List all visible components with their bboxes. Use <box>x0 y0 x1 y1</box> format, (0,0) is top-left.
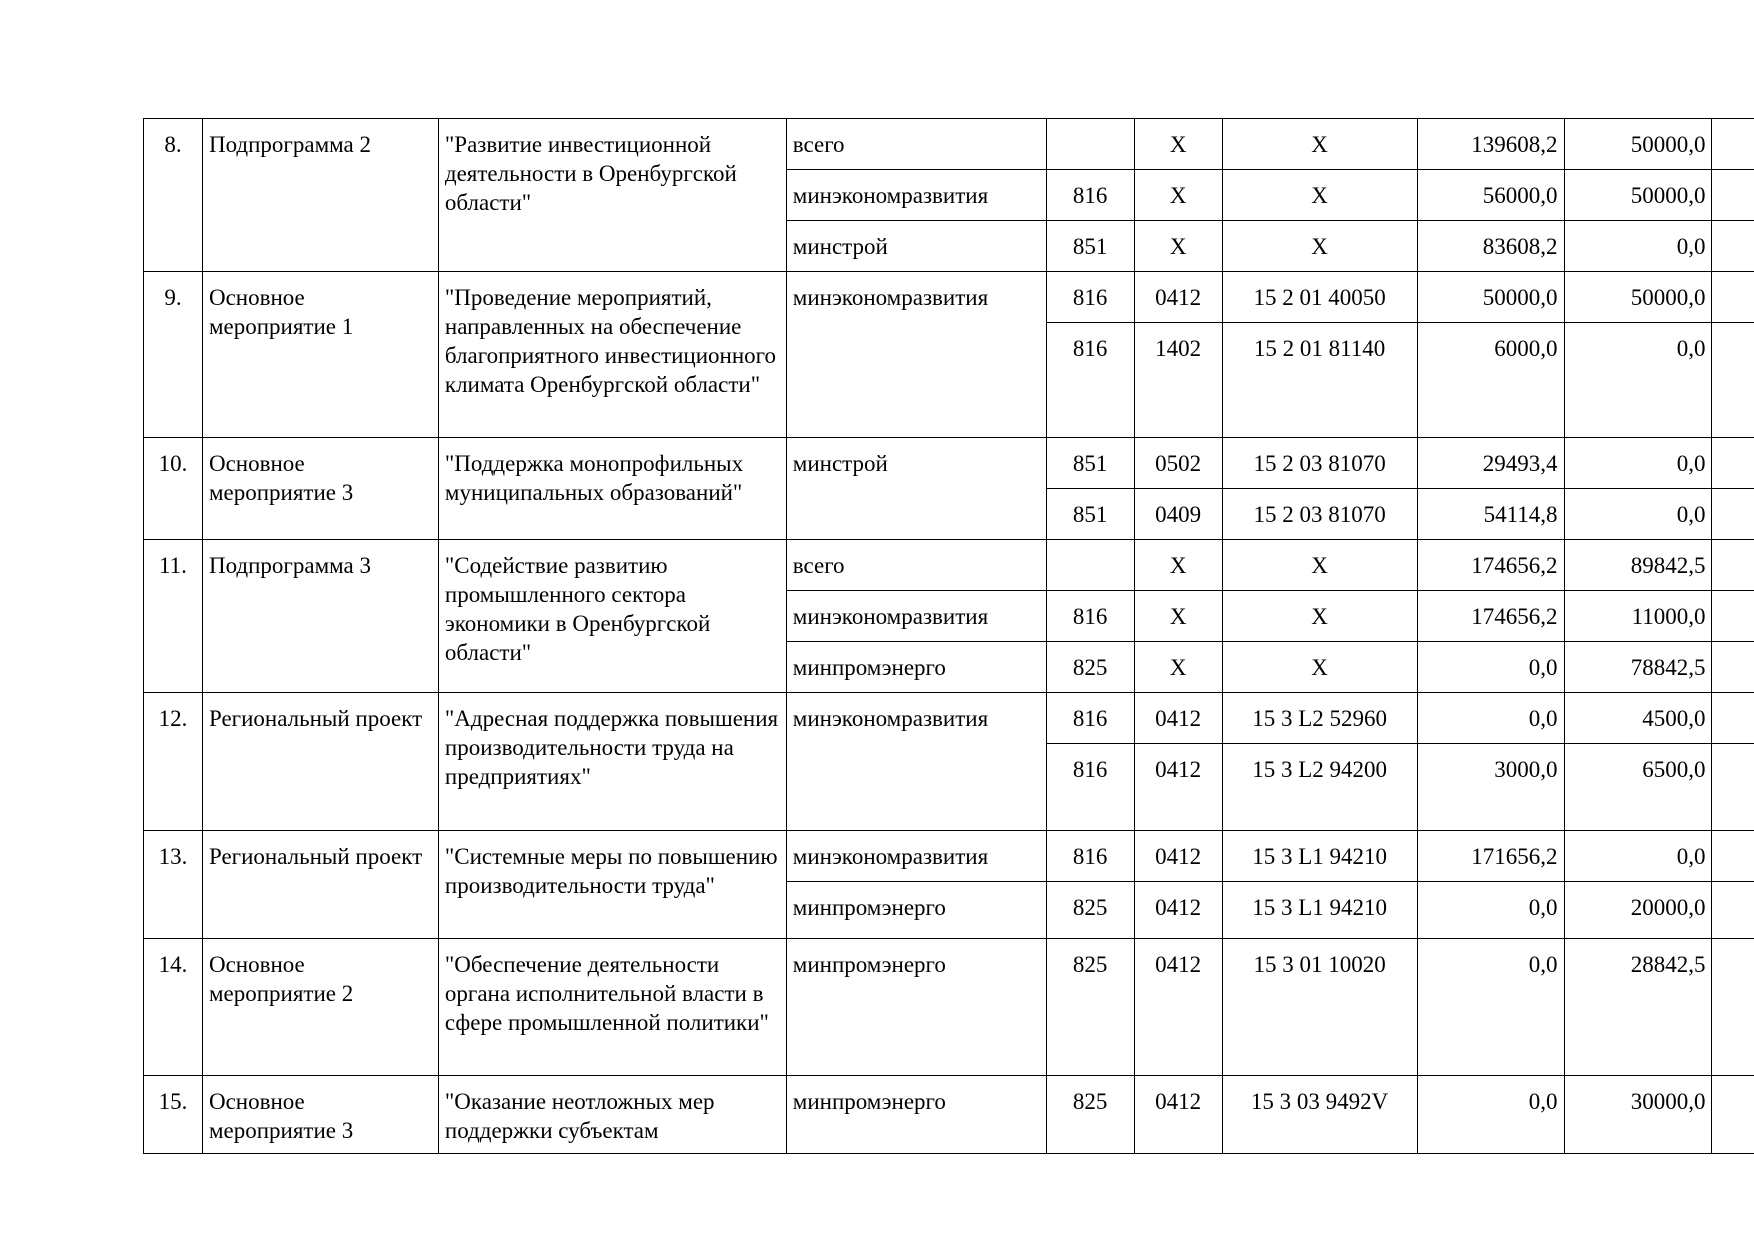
target-article-code: 15 3 01 10020 <box>1222 939 1417 1076</box>
amount-year-1: 0,0 <box>1417 693 1564 744</box>
table-row <box>144 272 1754 323</box>
amount-year-2: 89842,5 <box>1564 540 1712 591</box>
target-article-code: 15 3 L2 52960 <box>1222 693 1417 744</box>
row-number: 9. <box>144 272 203 438</box>
amount-year-2: 4500,0 <box>1564 693 1712 744</box>
row-kind: Региональный проект <box>202 693 438 831</box>
executor: минстрой <box>786 438 1046 540</box>
executor: минэкономразвития <box>786 693 1046 831</box>
grbs-code: 816 <box>1046 591 1134 642</box>
amount-year-2: 0,0 <box>1564 323 1712 438</box>
amount-year-1: 174656,2 <box>1417 591 1564 642</box>
row-title: "Развитие инвестиционной деятельности в Оренбургской области" <box>438 119 786 272</box>
section-code: X <box>1134 119 1222 170</box>
amount-year-1: 171656,2 <box>1417 831 1564 882</box>
row-kind: Основное мероприятие 1 <box>202 272 438 438</box>
section-code: 0502 <box>1134 438 1222 489</box>
grbs-code <box>1046 119 1134 170</box>
row-kind: Основное мероприятие 2 <box>202 939 438 1076</box>
row-number: 11. <box>144 540 203 693</box>
cut-off-column <box>1712 744 1754 831</box>
amount-year-2: 0,0 <box>1564 831 1712 882</box>
cut-off-column <box>1712 831 1754 882</box>
executor: минэкономразвития <box>786 272 1046 438</box>
section-code: X <box>1134 591 1222 642</box>
row-number: 12. <box>144 693 203 831</box>
cut-off-column <box>1712 591 1754 642</box>
cut-off-column <box>1712 119 1754 170</box>
cut-off-column <box>1712 939 1754 1076</box>
amount-year-2: 50000,0 <box>1564 170 1712 221</box>
cut-off-column <box>1712 170 1754 221</box>
cut-off-column <box>1712 642 1754 693</box>
table-row <box>144 831 1754 882</box>
row-kind: Основное мероприятие 3 <box>202 438 438 540</box>
amount-year-2: 78842,5 <box>1564 642 1712 693</box>
grbs-code: 816 <box>1046 744 1134 831</box>
grbs-code: 816 <box>1046 272 1134 323</box>
grbs-code: 825 <box>1046 882 1134 939</box>
executor: минпромэнерго <box>786 939 1046 1076</box>
target-article-code: X <box>1222 540 1417 591</box>
grbs-code: 825 <box>1046 1076 1134 1154</box>
section-code: X <box>1134 642 1222 693</box>
amount-year-2: 50000,0 <box>1564 272 1712 323</box>
section-code: 1402 <box>1134 323 1222 438</box>
cut-off-column <box>1712 882 1754 939</box>
amount-year-2: 0,0 <box>1564 221 1712 272</box>
table-row <box>144 438 1754 489</box>
row-title: "Адресная поддержка повышения производительности труда на предприятиях" <box>438 693 786 831</box>
section-code: 0412 <box>1134 831 1222 882</box>
section-code: 0412 <box>1134 744 1222 831</box>
table-row <box>144 540 1754 591</box>
row-number: 14. <box>144 939 203 1076</box>
executor: минпромэнерго <box>786 642 1046 693</box>
target-article-code: X <box>1222 170 1417 221</box>
row-kind: Подпрограмма 2 <box>202 119 438 272</box>
row-title: "Поддержка монопрофильных муниципальных образований" <box>438 438 786 540</box>
grbs-code: 851 <box>1046 438 1134 489</box>
amount-year-2: 30000,0 <box>1564 1076 1712 1154</box>
executor: минстрой <box>786 221 1046 272</box>
row-number: 15. <box>144 1076 203 1154</box>
section-code: 0412 <box>1134 882 1222 939</box>
row-kind: Региональный проект <box>202 831 438 939</box>
amount-year-1: 0,0 <box>1417 1076 1564 1154</box>
target-article-code: X <box>1222 591 1417 642</box>
executor: минэкономразвития <box>786 591 1046 642</box>
row-title: "Обеспечение деятельности органа исполнительной власти в сфере промышленной политики" <box>438 939 786 1076</box>
target-article-code: 15 3 L1 94210 <box>1222 882 1417 939</box>
target-article-code: 15 3 L2 94200 <box>1222 744 1417 831</box>
executor: всего <box>786 540 1046 591</box>
amount-year-1: 29493,4 <box>1417 438 1564 489</box>
row-number: 10. <box>144 438 203 540</box>
target-article-code: 15 2 03 81070 <box>1222 489 1417 540</box>
row-kind: Основное мероприятие 3 <box>202 1076 438 1154</box>
amount-year-1: 3000,0 <box>1417 744 1564 831</box>
amount-year-1: 0,0 <box>1417 882 1564 939</box>
executor: минэкономразвития <box>786 170 1046 221</box>
cut-off-column <box>1712 489 1754 540</box>
target-article-code: 15 3 03 9492V <box>1222 1076 1417 1154</box>
grbs-code: 816 <box>1046 170 1134 221</box>
amount-year-1: 6000,0 <box>1417 323 1564 438</box>
grbs-code: 825 <box>1046 642 1134 693</box>
target-article-code: 15 2 01 40050 <box>1222 272 1417 323</box>
amount-year-2: 0,0 <box>1564 489 1712 540</box>
amount-year-1: 83608,2 <box>1417 221 1564 272</box>
executor: минпромэнерго <box>786 882 1046 939</box>
grbs-code <box>1046 540 1134 591</box>
grbs-code: 816 <box>1046 831 1134 882</box>
cut-off-column <box>1712 323 1754 438</box>
amount-year-2: 11000,0 <box>1564 591 1712 642</box>
target-article-code: 15 3 L1 94210 <box>1222 831 1417 882</box>
cut-off-column <box>1712 540 1754 591</box>
section-code: X <box>1134 221 1222 272</box>
section-code: 0409 <box>1134 489 1222 540</box>
section-code: 0412 <box>1134 693 1222 744</box>
target-article-code: 15 2 03 81070 <box>1222 438 1417 489</box>
row-number: 13. <box>144 831 203 939</box>
row-title: "Проведение мероприятий, направленных на обеспечение благоприятного инвестиционного климата Оренбургской области" <box>438 272 786 438</box>
section-code: X <box>1134 170 1222 221</box>
row-number: 8. <box>144 119 203 272</box>
program-finance-table <box>143 118 1754 1154</box>
table-row <box>144 693 1754 744</box>
cut-off-column <box>1712 272 1754 323</box>
grbs-code: 816 <box>1046 323 1134 438</box>
cut-off-column <box>1712 693 1754 744</box>
target-article-code: X <box>1222 221 1417 272</box>
cut-off-column <box>1712 221 1754 272</box>
executor: всего <box>786 119 1046 170</box>
cut-off-column <box>1712 438 1754 489</box>
amount-year-2: 6500,0 <box>1564 744 1712 831</box>
amount-year-1: 174656,2 <box>1417 540 1564 591</box>
amount-year-2: 28842,5 <box>1564 939 1712 1076</box>
row-kind: Подпрограмма 3 <box>202 540 438 693</box>
row-title: "Содействие развитию промышленного сектора экономики в Оренбургской области" <box>438 540 786 693</box>
amount-year-2: 50000,0 <box>1564 119 1712 170</box>
table-row <box>144 1076 1754 1154</box>
executor: минпромэнерго <box>786 1076 1046 1154</box>
target-article-code: X <box>1222 642 1417 693</box>
amount-year-2: 0,0 <box>1564 438 1712 489</box>
section-code: X <box>1134 540 1222 591</box>
section-code: 0412 <box>1134 939 1222 1076</box>
row-title: "Системные меры по повышению производительности труда" <box>438 831 786 939</box>
table-row <box>144 119 1754 170</box>
amount-year-1: 0,0 <box>1417 642 1564 693</box>
grbs-code: 851 <box>1046 221 1134 272</box>
amount-year-1: 139608,2 <box>1417 119 1564 170</box>
grbs-code: 825 <box>1046 939 1134 1076</box>
grbs-code: 816 <box>1046 693 1134 744</box>
row-title: "Оказание неотложных мер поддержки субъектам <box>438 1076 786 1154</box>
amount-year-1: 0,0 <box>1417 939 1564 1076</box>
executor: минэкономразвития <box>786 831 1046 882</box>
section-code: 0412 <box>1134 272 1222 323</box>
amount-year-1: 56000,0 <box>1417 170 1564 221</box>
cut-off-column <box>1712 1076 1754 1154</box>
amount-year-2: 20000,0 <box>1564 882 1712 939</box>
table-row <box>144 939 1754 1076</box>
target-article-code: X <box>1222 119 1417 170</box>
grbs-code: 851 <box>1046 489 1134 540</box>
amount-year-1: 50000,0 <box>1417 272 1564 323</box>
target-article-code: 15 2 01 81140 <box>1222 323 1417 438</box>
table-body <box>144 119 1754 1154</box>
section-code: 0412 <box>1134 1076 1222 1154</box>
amount-year-1: 54114,8 <box>1417 489 1564 540</box>
